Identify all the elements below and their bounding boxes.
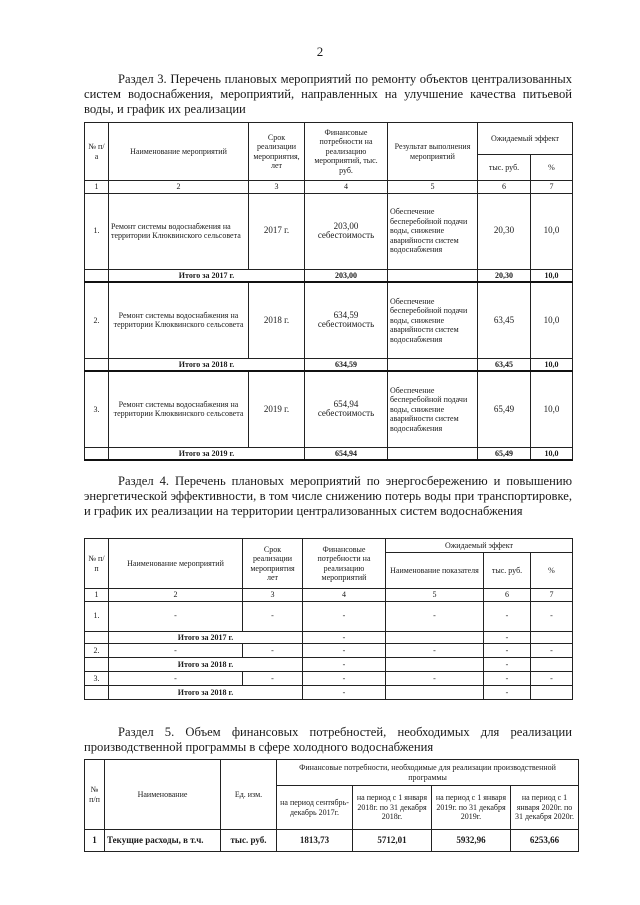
header-effect: Ожидаемый эффект: [386, 539, 573, 553]
dash-cell: -: [303, 644, 386, 658]
header-term: Срок реализации мероприятия лет: [243, 539, 303, 589]
dash-cell: -: [484, 658, 531, 672]
total-finance: 634,59: [305, 358, 388, 371]
header-num: № п/п: [85, 760, 105, 830]
table-row: [85, 644, 573, 658]
dash-cell: -: [386, 644, 484, 658]
row-effect-value: 63,45: [478, 282, 531, 358]
row-result: Обеспечение бесперебойной подачи воды, снижение аварийности систем водоснабжения: [388, 282, 478, 358]
row-name: Ремонт системы водоснабжения на территории Клюквинского сельсовета: [109, 193, 249, 269]
header-finance: Финансовые потребности на реализацию мероприятий, тыс. руб.: [305, 123, 388, 181]
dash-cell: -: [303, 631, 386, 644]
dash-cell: -: [303, 601, 386, 631]
header-pct: %: [531, 553, 573, 589]
section5-table: [84, 759, 579, 852]
header-num: № п/а: [85, 123, 109, 181]
row-result: Обеспечение бесперебойной подачи воды, снижение аварийности систем водоснабжения: [388, 193, 478, 269]
total-row: [85, 269, 573, 282]
index-cell: 7: [531, 181, 573, 194]
header-period: на период с 1 января 2018г. по 31 декабря 2018г.: [353, 786, 432, 830]
table-row: [85, 830, 579, 852]
row-num: 1.: [85, 601, 109, 631]
dash-cell: -: [386, 672, 484, 686]
header-finance: Финансовые потребности, необходимые для реализации производственной программы: [277, 760, 579, 786]
page-number: 2: [316, 44, 324, 59]
header-effect: Ожидаемый эффект: [478, 123, 573, 155]
header-name: Наименование мероприятий: [109, 123, 249, 181]
dash-cell: -: [109, 601, 243, 631]
total-row: [85, 447, 573, 460]
table-row: [85, 371, 573, 447]
total-effect: 63,45: [478, 358, 531, 371]
row-finance: 654,94 себестоимость: [305, 371, 388, 447]
total-pct: 10,0: [531, 269, 573, 282]
row-value: 5932,96: [432, 830, 511, 852]
row-effect-value: 20,30: [478, 193, 531, 269]
dash-cell: -: [303, 686, 386, 700]
section5-heading: Раздел 5. Объем финансовых потребностей, необходимых для реализации производственной программы в сфере холодного водоснабжения: [84, 725, 572, 754]
dash-cell: -: [484, 631, 531, 644]
dash-cell: -: [484, 672, 531, 686]
header-term: Срок реализации мероприятия, лет: [249, 123, 305, 181]
index-cell: 4: [303, 589, 386, 602]
total-pct: 10,0: [531, 358, 573, 371]
total-row: [85, 631, 573, 644]
row-term: 2019 г.: [249, 371, 305, 447]
row-name: Текущие расходы, в т.ч.: [105, 830, 221, 852]
total-label: Итого за 2017 г.: [109, 269, 305, 282]
row-num: 3.: [85, 371, 109, 447]
row-num: 2.: [85, 644, 109, 658]
section3-table: [84, 122, 573, 461]
dash-cell: -: [531, 672, 573, 686]
row-name: Ремонт системы водоснабжения на территории Клюквинского сельсовета: [109, 371, 249, 447]
header-unit: тыс. руб.: [484, 553, 531, 589]
row-effect-pct: 10,0: [531, 371, 573, 447]
index-cell: 3: [243, 589, 303, 602]
total-finance: 203,00: [305, 269, 388, 282]
row-finance: 634,59 себестоимость: [305, 282, 388, 358]
row-num: 2.: [85, 282, 109, 358]
table-row: [85, 282, 573, 358]
row-term: 2018 г.: [249, 282, 305, 358]
row-num: 1: [85, 830, 105, 852]
header-unit: Ед. изм.: [221, 760, 277, 830]
dash-cell: -: [303, 672, 386, 686]
index-cell: 3: [249, 181, 305, 194]
row-unit: тыс. руб.: [221, 830, 277, 852]
dash-cell: -: [531, 601, 573, 631]
header-indicator: Наименование показателя: [386, 553, 484, 589]
table-row: [85, 672, 573, 686]
section4-heading: Раздел 4. Перечень плановых мероприятий по энергосбережению и повышению энергетической эффективности, в том числе снижению потерь воды при транспортировке, и график их реализации на территории централизованных систем водоснабжения: [84, 474, 572, 518]
header-name: Наименование: [105, 760, 221, 830]
index-cell: 6: [484, 589, 531, 602]
total-finance: 654,94: [305, 447, 388, 460]
index-cell: 6: [478, 181, 531, 194]
header-period: на период с 1 января 2019г. по 31 декабря 2019г.: [432, 786, 511, 830]
index-cell: 2: [109, 589, 243, 602]
header-result: Результат выполнения мероприятий: [388, 123, 478, 181]
index-cell: 7: [531, 589, 573, 602]
total-row: [85, 358, 573, 371]
row-result: Обеспечение бесперебойной подачи воды, снижение аварийности систем водоснабжения: [388, 371, 478, 447]
header-period: на период сентябрь-декабрь 2017г.: [277, 786, 353, 830]
row-num: 3.: [85, 672, 109, 686]
total-row: [85, 658, 573, 672]
table-row: [85, 601, 573, 631]
header-num: № п/п: [85, 539, 109, 589]
total-effect: 65,49: [478, 447, 531, 460]
row-effect-pct: 10,0: [531, 282, 573, 358]
total-effect: 20,30: [478, 269, 531, 282]
row-effect-pct: 10,0: [531, 193, 573, 269]
index-cell: 1: [85, 181, 109, 194]
dash-cell: -: [531, 644, 573, 658]
row-value: 6253,66: [511, 830, 579, 852]
index-cell: 1: [85, 589, 109, 602]
total-label: Итого за 2019 г.: [109, 447, 305, 460]
dash-cell: -: [484, 686, 531, 700]
row-effect-value: 65,49: [478, 371, 531, 447]
header-period: на период с 1 января 2020г. по 31 декабря 2020г.: [511, 786, 579, 830]
dash-cell: -: [109, 644, 243, 658]
dash-cell: -: [484, 644, 531, 658]
dash-cell: -: [109, 672, 243, 686]
row-value: 5712,01: [353, 830, 432, 852]
index-cell: 2: [109, 181, 249, 194]
total-label: Итого за 2018 г.: [109, 658, 303, 672]
dash-cell: -: [243, 672, 303, 686]
dash-cell: -: [243, 644, 303, 658]
table-row: [85, 193, 573, 269]
total-label: Итого за 2018 г.: [109, 358, 305, 371]
dash-cell: -: [303, 658, 386, 672]
total-label: Итого за 2018 г.: [109, 686, 303, 700]
dash-cell: -: [484, 601, 531, 631]
header-unit: тыс. руб.: [478, 155, 531, 181]
row-term: 2017 г.: [249, 193, 305, 269]
index-cell: 5: [388, 181, 478, 194]
index-cell: 5: [386, 589, 484, 602]
dash-cell: -: [386, 601, 484, 631]
row-finance: 203,00 себестоимость: [305, 193, 388, 269]
index-cell: 4: [305, 181, 388, 194]
section4-table: [84, 538, 573, 700]
header-finance: Финансовые потребности на реализацию мероприятий: [303, 539, 386, 589]
row-num: 1.: [85, 193, 109, 269]
header-name: Наименование мероприятий: [109, 539, 243, 589]
row-name: Ремонт системы водоснабжения на территории Клюквинского сельсовета: [109, 282, 249, 358]
section3-heading: Раздел 3. Перечень плановых мероприятий по ремонту объектов централизованных систем водоснабжения, мероприятий, направленных на улучшение качества питьевой воды, и график их реализации: [84, 72, 572, 116]
dash-cell: -: [243, 601, 303, 631]
total-row: [85, 686, 573, 700]
total-pct: 10,0: [531, 447, 573, 460]
header-pct: %: [531, 155, 573, 181]
row-value: 1813,73: [277, 830, 353, 852]
total-label: Итого за 2017 г.: [109, 631, 303, 644]
